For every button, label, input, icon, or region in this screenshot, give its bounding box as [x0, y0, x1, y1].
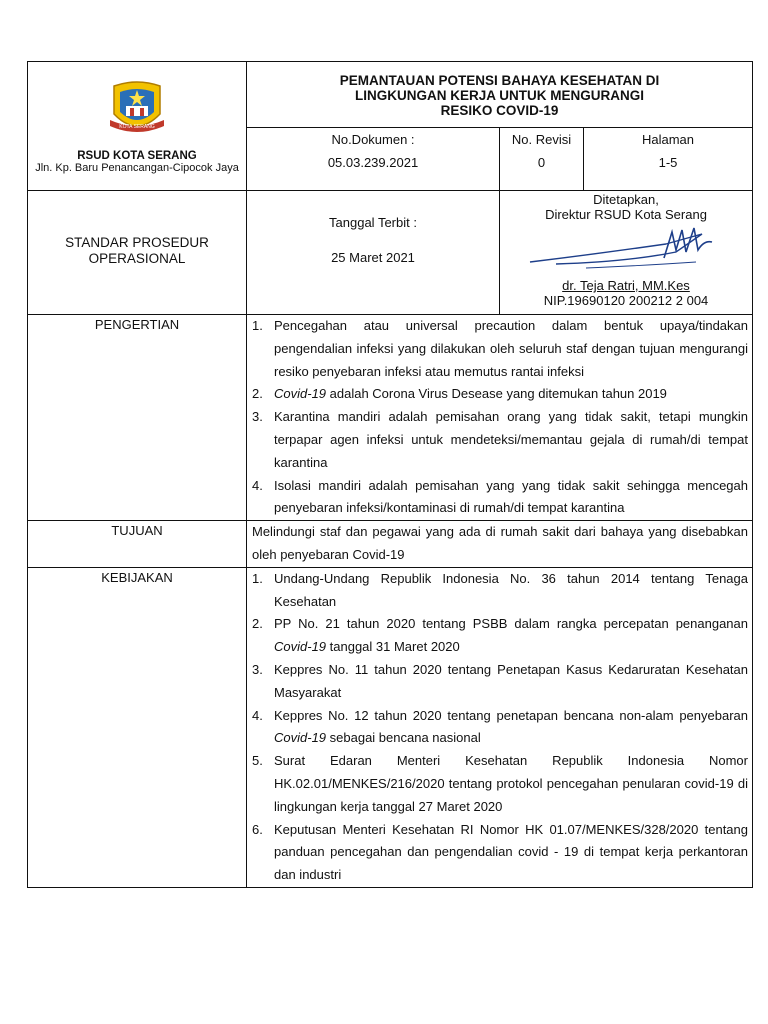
pengertian-label: PENGERTIAN — [28, 315, 247, 521]
doc-number-value: 05.03.239.2021 — [327, 155, 419, 170]
list-item: 4. Keppres No. 12 tahun 2020 tentang penetapan bencana non-alam penyebaran Covid-19 sebagai bencana nasional — [252, 707, 748, 746]
sop-label-cell — [28, 191, 247, 315]
list-item: 3. Karantina mandiri adalah pemisahan orang yang tidak sakit, tetapi mungkin terpapar agen infeksi untuk mendeteksi/memantau gejala di rumah/di tempat karantina — [252, 409, 748, 470]
title-line: RESIKO COVID-19 — [440, 103, 559, 118]
sop-label-line: STANDAR PROSEDUR — [65, 235, 209, 250]
list-item: 2. Covid-19 adalah Corona Virus Desease yang ditemukan tahun 2019 — [252, 386, 667, 402]
director-title: Direktur RSUD Kota Serang — [545, 207, 707, 222]
issued-cell — [247, 191, 500, 315]
kebijakan-content — [247, 567, 753, 887]
revision-cell — [500, 128, 584, 191]
set-by-label: Ditetapkan, — [593, 192, 659, 207]
org-name: RSUD KOTA SERANG — [77, 150, 197, 162]
tujuan-label: TUJUAN — [28, 521, 247, 568]
doc-number-label: No.Dokumen : — [331, 132, 415, 147]
page-cell — [584, 128, 753, 191]
list-item: 4. Isolasi mandiri adalah pemisahan yang yang tidak sakit sehingga mencegah penyebaran infeksi/kontaminasi di rumah/di tempat karantina — [252, 477, 748, 516]
list-item: 1. Pencegahan atau universal precaution dalam bentuk upaya/tindakan pengendalian infeksi yang dilakukan oleh seluruh staf dengan tujuan mengurangi resiko penyebaran infeksi atau memutus rantai infeksi — [252, 318, 748, 379]
title-line: PEMANTAUAN POTENSI BAHAYA KESEHATAN DI — [339, 73, 660, 88]
list-item: 5. Surat Edaran Menteri Kesehatan Republik Indonesia Nomor HK.02.01/MENKES/216/2020 tentang protokol pencegahan penularan covid-19 di lingkungan kerja tanggal 27 Maret 2020 — [252, 753, 748, 814]
logo-text: KOTA SERANG — [119, 124, 155, 130]
list-item: 6. Keputusan Menteri Kesehatan RI Nomor HK 01.07/MENKES/328/2020 tentang panduan pencegahan dan pengendalian covid - 19 di tempat kerja perkantoran dan industri — [252, 821, 748, 883]
hospital-logo-icon — [106, 80, 168, 138]
org-address: Jln. Kp. Baru Penancangan-Cipocok Jaya — [35, 162, 239, 174]
pengertian-content — [247, 315, 753, 521]
sop-label-line: OPERASIONAL — [88, 251, 186, 266]
page-value: 1-5 — [658, 155, 678, 170]
kebijakan-label: KEBIJAKAN — [28, 567, 247, 887]
list-item: 1. Undang-Undang Republik Indonesia No. 36 tahun 2014 tentang Tenaga Kesehatan — [252, 570, 748, 609]
signature-icon — [526, 222, 726, 278]
issued-label: Tanggal Terbit : — [329, 215, 417, 230]
tujuan-content: Melindungi staf dan pegawai yang ada di rumah sakit dari bahaya yang disebabkan oleh penyebaran Covid-19 — [247, 521, 753, 568]
page-label: Halaman — [641, 132, 695, 147]
title-line: LINGKUNGAN KERJA UNTUK MENGURANGI — [355, 88, 644, 103]
list-item: 3. Keppres No. 11 tahun 2020 tentang Penetapan Kasus Kedaruratan Kesehatan Masyarakat — [252, 661, 748, 700]
list-item: 2. PP No. 21 tahun 2020 tentang PSBB dalam rangka percepatan penanganan Covid-19 tanggal 31 Maret 2020 — [252, 616, 748, 655]
signer-nip: NIP.19690120 200212 2 004 — [543, 293, 709, 308]
header-org-cell — [28, 62, 247, 191]
document-title — [247, 62, 753, 128]
doc-number-cell — [247, 128, 500, 191]
approval-cell — [500, 191, 753, 315]
revision-label: No. Revisi — [511, 132, 572, 147]
revision-value: 0 — [537, 155, 546, 170]
sop-document-table — [27, 61, 753, 888]
signer-name: dr. Teja Ratri, MM.Kes — [562, 278, 690, 293]
issued-date: 25 Maret 2021 — [331, 250, 415, 265]
